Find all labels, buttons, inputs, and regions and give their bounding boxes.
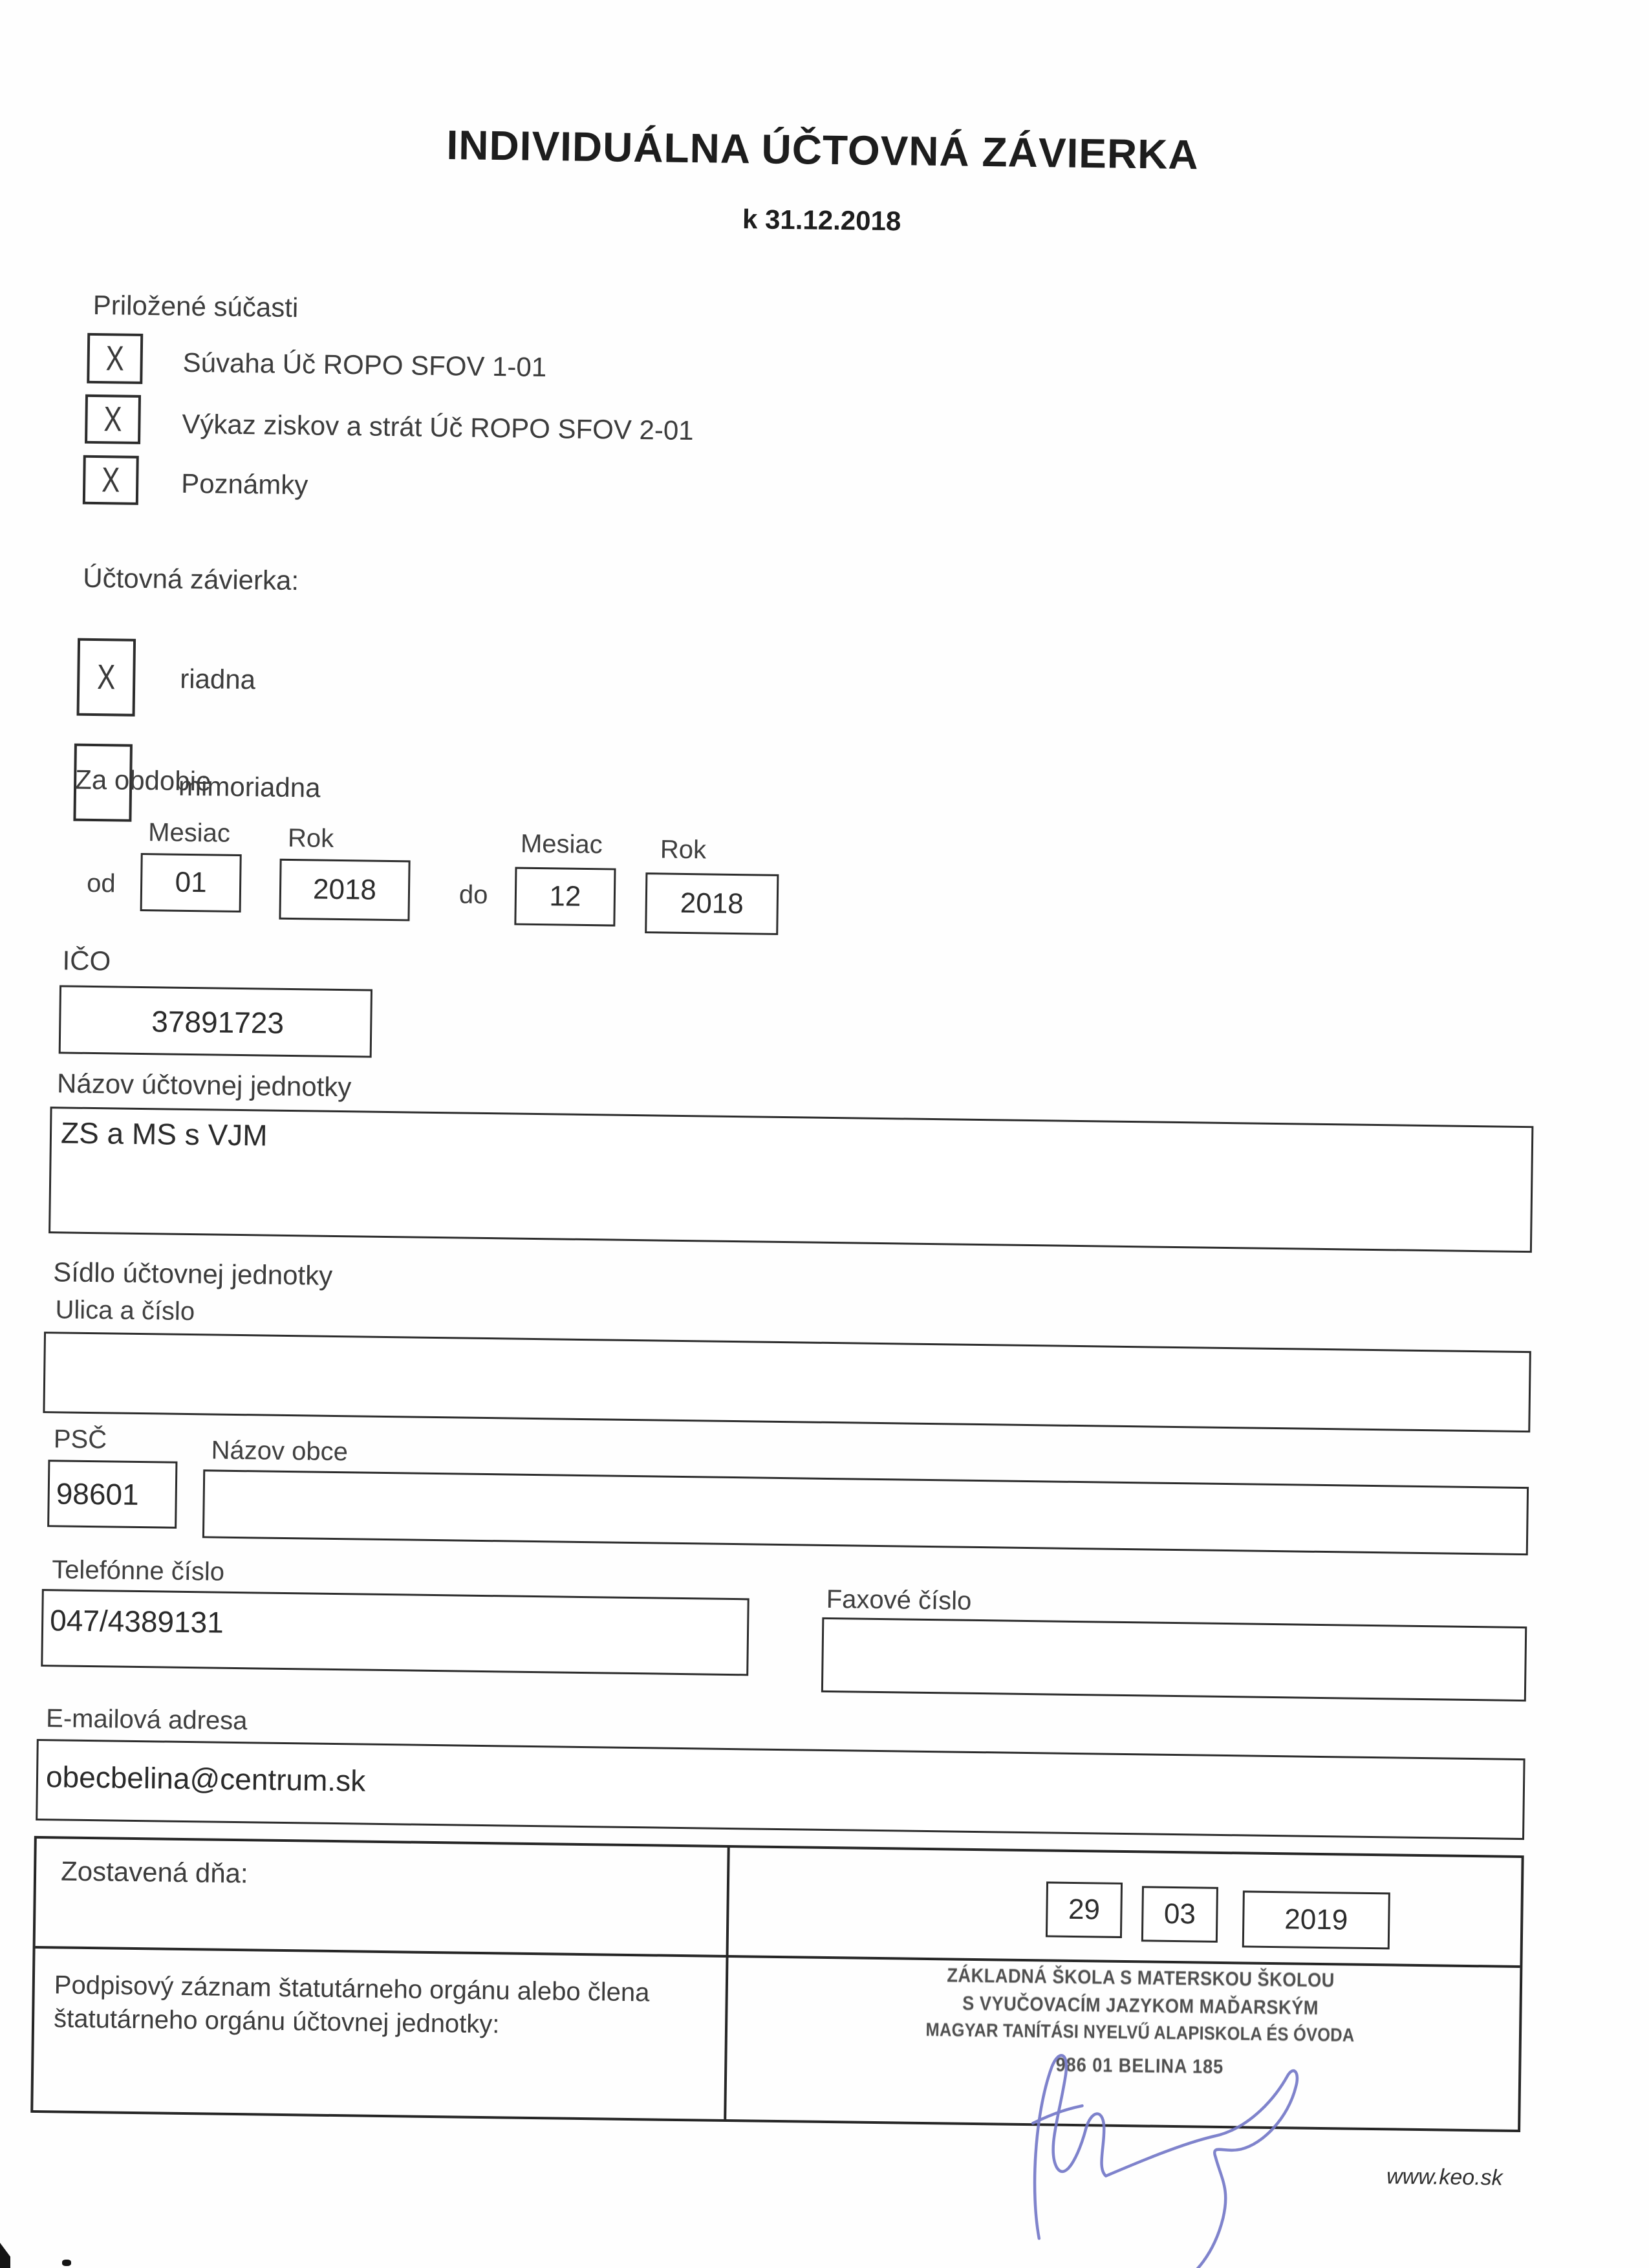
period-heading: Za obdobie [74,764,211,797]
street-label: Ulica a číslo [55,1295,195,1326]
fax-label: Faxové číslo [826,1584,972,1615]
checkbox-poznamky[interactable] [83,455,139,505]
entity-name-value: ZS a MS s VJM [60,1116,268,1152]
signature-label-line1: Podpisový záznam štatutárneho orgánu alebo člena [54,1971,650,2007]
zip-field[interactable] [47,1460,177,1529]
ico-label: IČO [62,945,111,977]
email-field[interactable] [36,1739,1525,1840]
phone-label: Telefónne číslo [51,1555,225,1586]
period-to-month-label: Mesiac [520,829,603,859]
compiled-year-field[interactable]: 2019 [1242,1890,1390,1949]
entity-name-field[interactable] [48,1107,1533,1253]
stamp-line-3: MAGYAR TANÍTÁSI NYELVŰ ALAPISKOLA ÉS ÓVODA [925,2019,1355,2046]
checkbox-vykaz-label: Výkaz ziskov a strát Úč ROPO SFOV 2-01 [182,408,694,446]
compiled-on-label: Zostavená dňa: [60,1855,248,1889]
checkbox-suvaha-label: Súvaha Úč ROPO SFOV 1-01 [182,347,547,383]
phone-field[interactable] [41,1589,749,1676]
fax-field[interactable] [821,1617,1527,1701]
email-label: E-mailová adresa [45,1704,248,1736]
zip-value: 98601 [56,1476,140,1512]
zip-label: PSČ [53,1425,107,1454]
signature-label-line2: štatutárneho orgánu účtovnej jednotky: [53,2004,500,2039]
checkbox-riadna-mark: X [96,658,116,697]
seat-heading: Sídlo účtovnej jednotky [52,1257,333,1291]
municipality-field[interactable] [202,1469,1529,1555]
attachments-heading: Priložené súčasti [92,289,299,323]
phone-value: 047/4389131 [49,1603,224,1639]
ico-value: 37891723 [151,1004,285,1040]
period-from-year-field[interactable]: 2018 [279,859,410,922]
page-title: INDIVIDUÁLNA ÚČTOVNÁ ZÁVIERKA [446,122,1200,178]
checkbox-mimoriadna-label: mimoriadna [178,770,321,803]
ico-field[interactable] [59,985,372,1057]
table-row-divider [36,1946,1520,1968]
checkbox-riadna-label: riadna [179,663,256,695]
municipality-label: Názov obce [211,1436,349,1467]
compiled-month-field[interactable]: 03 [1141,1886,1218,1943]
page-subtitle: k 31.12.2018 [742,204,901,237]
handwritten-signature [992,2031,1357,2268]
checkbox-suvaha-mark: X [105,339,125,378]
period-from-month-label: Mesiac [147,818,231,848]
entity-name-label: Názov účtovnej jednotky [56,1068,352,1103]
period-to-label: do [458,880,488,909]
checkbox-suvaha[interactable] [87,333,143,384]
email-value: obecbelina@centrum.sk [45,1760,366,1798]
period-from-label: od [86,869,116,898]
scan-artifact-dot [62,2260,71,2266]
checkbox-poznamky-label: Poznámky [180,468,308,501]
stamp-line-4: 986 01 BELINA 185 [1055,2053,1224,2078]
checkbox-vykaz-mark: X [103,400,122,439]
period-from-year-label: Rok [287,823,334,853]
stamp-line-2: S VYUČOVACÍM JAZYKOM MAĎARSKÝM [962,1991,1319,2019]
checkbox-riadna[interactable] [77,638,136,717]
footer-url: www.keo.sk [1386,2164,1503,2190]
closing-type-heading: Účtovná závierka: [83,562,299,596]
table-column-divider [724,1848,729,2119]
period-to-month-field[interactable]: 12 [514,867,616,927]
stamp-line-1: ZÁKLADNÁ ŠKOLA S MATERSKOU ŠKOLOU [947,1963,1335,1992]
checkbox-poznamky-mark: X [101,460,120,500]
compiled-day-field[interactable]: 29 [1046,1881,1123,1938]
street-field[interactable] [43,1332,1531,1432]
period-from-month-field[interactable]: 01 [140,853,242,913]
checkbox-vykaz[interactable] [85,394,141,444]
period-to-year-field[interactable]: 2018 [645,872,779,935]
period-to-year-label: Rok [660,835,707,865]
